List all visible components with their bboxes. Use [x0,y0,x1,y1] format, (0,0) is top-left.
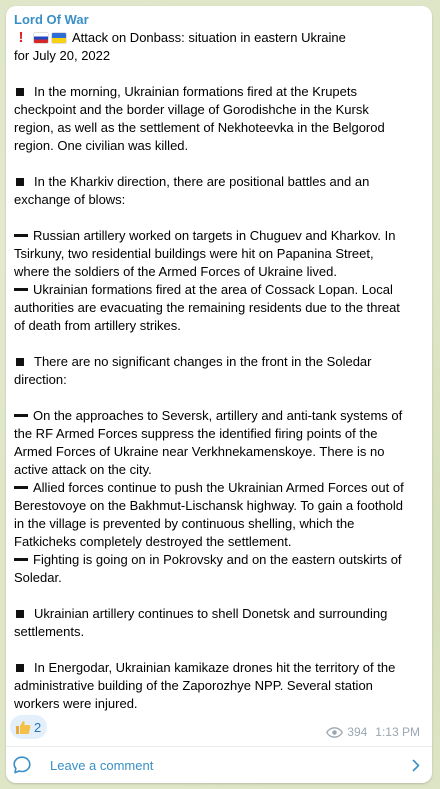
black-square-icon [16,88,24,96]
post-line [14,695,426,713]
post-line [14,569,426,587]
post-line [14,659,426,677]
post-title-row [14,29,426,47]
post-line [14,443,426,461]
post-line [14,299,426,317]
black-square-icon [16,358,24,366]
dash-icon [14,558,28,561]
post-line [14,119,426,137]
black-square-icon [16,178,24,186]
dash-icon [14,414,28,417]
post-line [14,623,426,641]
post-line-text: In the morning, Ukrainian formations fired at the Krupets [34,84,357,99]
russia-flag-icon [34,33,48,43]
chevron-right-icon [412,759,420,772]
post-line [14,83,426,101]
post-line [14,407,426,425]
post-paragraph [14,227,426,281]
post-paragraph [14,605,426,641]
post-line-text: Allied forces continue to push the Ukrainian Armed Forces out of [33,480,404,495]
post-paragraph [14,551,426,587]
post-line-text: active attack on the city. [14,462,152,477]
post-line [14,245,426,263]
post-line-text: Soledar. [14,570,62,585]
leave-comment-label: Leave a comment [50,757,154,773]
post-line-text: Ukrainian formations fired at the area of Cossack Lopan. Local [33,282,393,297]
message-meta [326,725,420,739]
post-line-text: Ukrainian artillery continues to shell Donetsk and surrounding [34,606,388,621]
thumbs-up-icon [15,719,31,735]
post-line-text: Armed Forces of Ukraine near Verkhnekamenskoye. There is no [14,444,385,459]
view-count: 394 [347,725,368,739]
post-paragraph [14,479,426,551]
post-line [14,497,426,515]
post-line-text: Fatkicheks completely destroyed the settlement. [14,534,292,549]
post-paragraph [14,173,426,209]
post-line [14,101,426,119]
dash-icon [14,234,28,237]
post-line-text: checkpoint and the border village of Gorodishche in the Kursk [14,102,369,117]
post-line-text: Russian artillery worked on targets in Chuguev and Kharkov. In [33,228,396,243]
channel-name[interactable]: Lord Of War [14,12,89,27]
post-line [14,263,426,281]
post-line-text: Tsirkuny, two residential buildings were hit on Papanina Street, [14,246,374,261]
exclamation-icon: ! [18,29,24,46]
post-paragraph [14,281,426,335]
post-line-text: where the soldiers of the Armed Forces of Ukraine lived. [14,264,337,279]
eye-icon [326,727,343,738]
post-line-text: In the Kharkiv direction, there are positional battles and an [34,174,370,189]
post-line [14,533,426,551]
post-line-text: In Energodar, Ukrainian kamikaze drones hit the territory of the [34,660,396,675]
post-line [14,281,426,299]
dash-icon [14,486,28,489]
post-line-text: Fighting is going on in Pokrovsky and on the eastern outskirts of [33,552,402,567]
message-bubble [6,6,432,783]
post-line [14,551,426,569]
post-line [14,677,426,695]
post-line [14,605,426,623]
post-line-text: the RF Armed Forces suppress the identified firing points of the [14,426,378,441]
post-line-text: authorities are evacuating the remaining residents due to the threat [14,300,400,315]
post-subtitle: for July 20, 2022 [14,48,111,63]
black-square-icon [16,664,24,672]
post-line-text: On the approaches to Seversk, artillery and anti-tank systems of [33,408,403,423]
post-line-text: administrative building of the Zaporozhye NPP. Several station [14,678,373,693]
post-line-text: settlements. [14,624,85,639]
post-line [14,353,426,371]
post-line-text: region, as well as the settlement of Nekhoteevka in the Belgorod [14,120,385,135]
post-paragraph [14,407,426,479]
post-paragraph [14,353,426,389]
post-line-text: direction: [14,372,67,387]
reaction-button[interactable] [10,715,47,739]
post-line-text: There are no significant changes in the front in the Soledar [34,354,372,369]
post-paragraph [14,659,426,713]
post-line [14,317,426,335]
post-line-text: workers were injured. [14,696,138,711]
reaction-count: 2 [34,719,42,735]
post-line [14,371,426,389]
post-line-text: of death from artillery strikes. [14,318,181,333]
post-line [14,515,426,533]
post-line-text: exchange of blows: [14,192,126,207]
post-line-text: region. One civilian was killed. [14,138,189,153]
post-body [14,83,426,713]
post-line [14,461,426,479]
message-time: 1:13 PM [375,725,420,739]
post-line [14,479,426,497]
ukraine-flag-icon [52,33,66,43]
dash-icon [14,288,28,291]
leave-comment-button[interactable] [6,747,432,783]
post-line [14,173,426,191]
post-line [14,191,426,209]
comment-bubble-icon [12,755,32,775]
post-title: Attack on Donbass: situation in eastern Ukraine [72,30,346,45]
post-line-text: Berestovoye on the Bakhmut-Lischansk highway. To gain a foothold [14,498,404,513]
post-line-text: in the village is prevented by continuous shelling, which the [14,516,355,531]
post-line [14,227,426,245]
black-square-icon [16,610,24,618]
post-line [14,137,426,155]
message-content [14,29,426,713]
post-line [14,425,426,443]
post-paragraph [14,83,426,155]
